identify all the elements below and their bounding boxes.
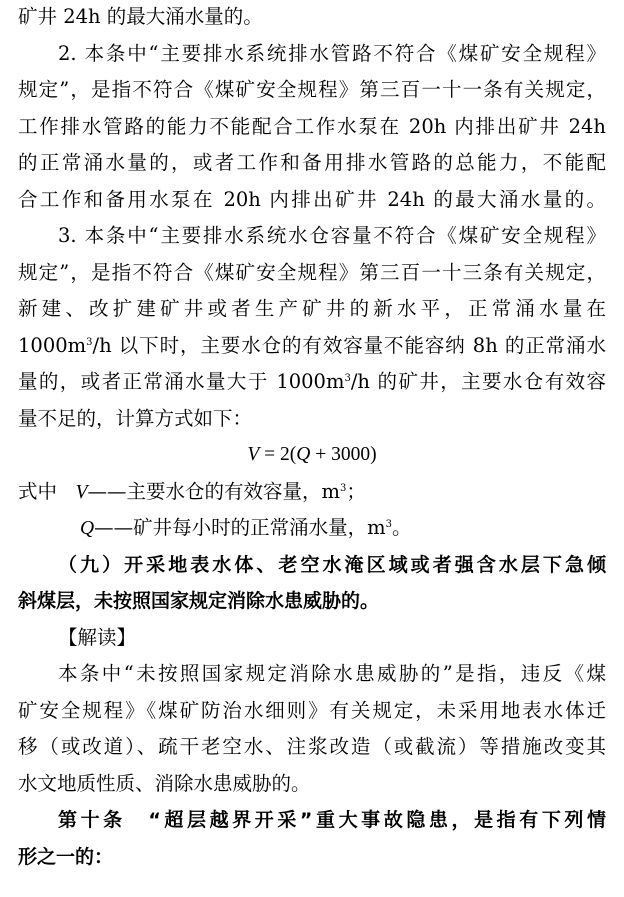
text-line: 的正常涌水量的，或者工作和备用排水管路的总能力，不能配	[18, 151, 606, 174]
text-line: 新建、改扩建矿井或者生产矿井的新水平，正常涌水量在	[18, 297, 606, 320]
text-line: 合工作和备用水泵在 20h 内排出矿井 24h 的最大涌水量的。	[18, 187, 606, 211]
unit-value: $1000m^3/h$	[276, 370, 370, 393]
unit-value: $1000m^3/h$	[18, 333, 112, 357]
formula: V = 2(Q + 3000)	[247, 444, 377, 465]
text-line: 量的，或者正常涌水量大于 $1000m^3/h$ 的矿井，主要水仓有效容	[18, 370, 606, 393]
text-line: 规定”，是指不符合《煤矿安全规程》第三百一十三条有关规定，	[18, 260, 606, 284]
text-line: 移（或改道）、疏干老空水、注浆改造（或截流）等措施改变其	[18, 735, 606, 758]
text-line: 规定”，是指不符合《煤矿安全规程》第三百一十一条有关规定，	[18, 78, 606, 101]
text-line: 工作排水管路的能力不能配合工作水泵在 20h 内排出矿井 24h	[18, 114, 606, 138]
definition-q: Q——矿井每小时的正常涌水量，$m^3$。	[80, 516, 412, 539]
section-heading: （九）开采地表水体、老空水淹区域或者强含水层下急倾	[58, 553, 606, 576]
text-line: 量不足的，计算方式如下：	[18, 406, 253, 430]
interpretation-label: 【解读】	[58, 625, 137, 649]
article-heading: 第十条 “超层越界开采”重大事故隐患，是指有下列情	[58, 809, 606, 831]
text-line: 本条中“未按照国家规定消除水患威胁的”是指，违反《煤	[58, 662, 606, 685]
text-line: 水文地质性质、消除水患威胁的。	[18, 771, 311, 795]
text-line: 矿安全规程》《煤矿防治水细则》有关规定，未采用地表水体迁	[18, 698, 606, 722]
text-line: 矿井 24h 的最大涌水量的。	[18, 5, 263, 28]
section-heading: 斜煤层，未按照国家规定消除水患威胁的。	[18, 590, 380, 612]
text-line: 3. 本条中“主要排水系统水仓容量不符合《煤矿安全规程》	[58, 224, 606, 247]
text-line: $1000m^3/h$ 以下时，主要水仓的有效容量不能容纳 8h 的正常涌水	[18, 333, 606, 357]
article-heading: 形之一的：	[18, 845, 114, 868]
text-line: 2. 本条中“主要排水系统排水管路不符合《煤矿安全规程》	[58, 41, 606, 65]
definition-v: 式中 V——主要水仓的有效容量，$m^3$；	[18, 479, 366, 503]
